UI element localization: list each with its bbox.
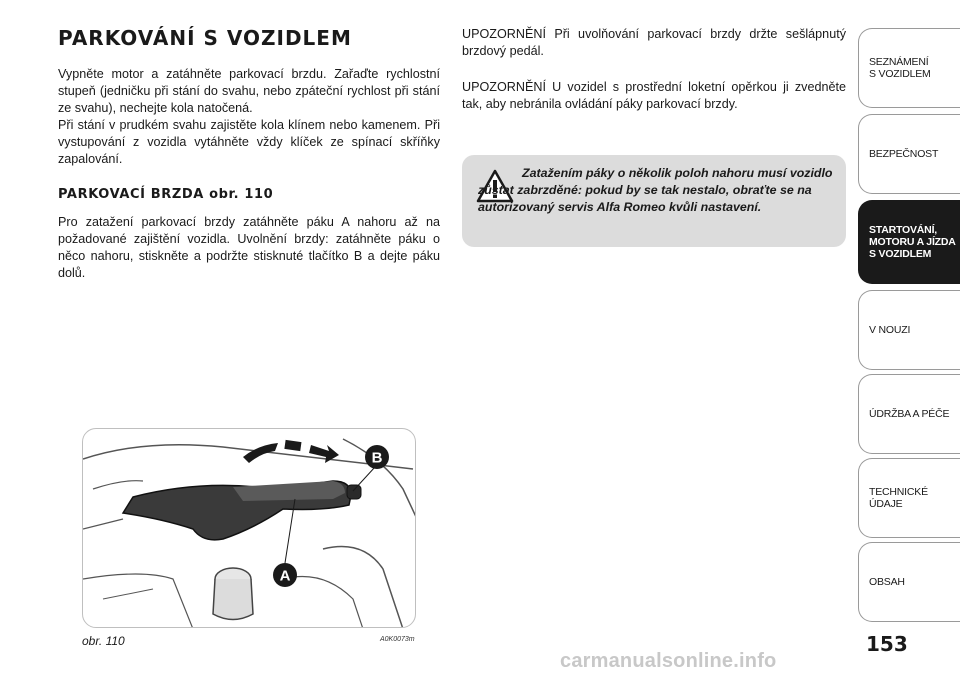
note-brake-pedal: UPOZORNĚNÍ Při uvolňování parkovací brzdy držte sešlápnutý brzdový pedál. (462, 27, 846, 58)
parking-brake-heading: PARKOVACÍ BRZDA obr. 110 (58, 187, 274, 202)
tab-contents[interactable]: OBSAH (858, 542, 960, 622)
label-b: B (371, 449, 383, 467)
figure-code: A0K0073m (380, 636, 415, 643)
watermark: carmanualsonline.info (560, 650, 777, 672)
intro-paragraph: Vypněte motor a zatáhněte parkovací brzdu. Zařaďte rychlostní stupeň (jedničku při stání do svahu, nebo zpáteční rychlost při stání ze svahu), nechejte kola natočená. Při stání v prudkém svahu zajistěte kola klínem nebo kamenem. Při vystupování z vozidla vytáhněte vždy klíček ze spínací skříňky zapalování. (58, 67, 440, 166)
tab-technical-data[interactable]: TECHNICKÉ ÚDAJE (858, 458, 960, 538)
note-armrest: UPOZORNĚNÍ U vozidel s prostřední loketní opěrkou ji zvedněte tak, aby nebránila ovládání páky parkovací brzdy. (462, 80, 846, 111)
tab-safety[interactable]: BEZPEČNOST (858, 114, 960, 194)
label-a: A (279, 567, 291, 585)
parking-brake-illustration (83, 429, 416, 628)
page-number: 153 (866, 632, 908, 656)
section-title: PARKOVÁNÍ S VOZIDLEM (58, 26, 352, 50)
warning-text: Zatažením páky o několik poloh nahoru musí vozidlo zůstat zabrzděné: pokud by se tak nestalo, obraťte se na autorizovaný servis Alfa Romeo kvůli nastavení. (478, 166, 833, 214)
figure-caption: obr. 110 (82, 634, 125, 648)
warning-box (462, 155, 846, 247)
parking-brake-paragraph: Pro zatažení parkovací brzdy zatáhněte páku A nahoru až na požadované zajištění vozidla. Uvolnění brzdy: zatáhněte páku o něco nahoru, stiskněte a podržte stisknuté tlačítko B a dejte páku dolů. (58, 215, 440, 280)
tab-emergency[interactable]: V NOUZI (858, 290, 960, 370)
tab-maintenance[interactable]: ÚDRŽBA A PÉČE (858, 374, 960, 454)
tab-starting-and-driving[interactable]: STARTOVÁNÍ, MOTORU A JÍZDA S VOZIDLEM (858, 200, 960, 284)
parking-brake-figure (82, 428, 416, 628)
tab-introduction[interactable]: SEZNÁMENÍ S VOZIDLEM (858, 28, 960, 108)
